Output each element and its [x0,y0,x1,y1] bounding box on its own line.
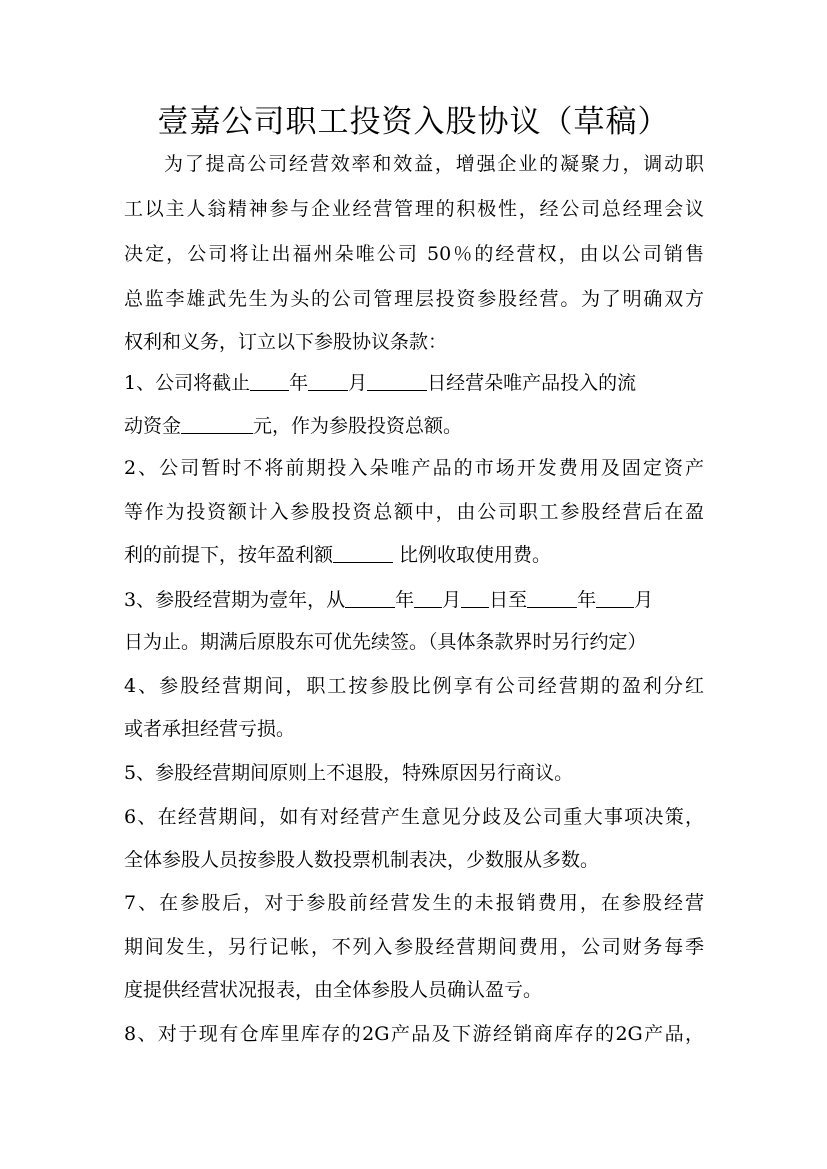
clause-3-text-a: 3、参股经营期为壹年，从 [124,589,346,611]
intro-line-1: 为了提高公司经营效率和效益，增强企业的凝聚力，调动职 [164,153,704,175]
clause-3-line-1 [124,585,704,615]
intro-line-5: 权利和义务，订立以下参股协议条款： [124,331,448,353]
document-title: 壹嘉公司职工投资入股协议（草稿） [157,104,670,140]
clause-7-line-1: 7、在参股后，对于参股前经营发生的未报销费用，在参股经营 [124,892,704,914]
clause-3-text-d: 日至 [489,589,528,611]
clause-2-line-1: 2、公司暂时不将前期投入朵唯产品的市场开发费用及固定资产 [124,457,704,479]
clause-7-line-3: 度提供经营状况报表，由全体参股人员确认盈亏。 [124,979,543,1001]
clause-3-text-e: 年 [577,589,597,611]
clause-1-text-e: 动资金 [124,415,182,437]
start-day-blank[interactable] [461,585,489,608]
clause-1-text-f: 元，作为参股投资总额。 [253,415,463,437]
fee-ratio-blank[interactable] [333,540,393,563]
intro-line-3: 决定，公司将让出福州朵唯公司 50％的经营权，由以公司销售 [124,243,704,265]
clause-8-line-1: 8、对于现有仓库里库存的2G产品及下游经销商库存的2G产品， [124,1023,704,1045]
clause-6-line-1: 6、在经营期间，如有对经营产生意见分歧及公司重大事项决策， [124,806,704,828]
amount-blank[interactable] [181,411,253,434]
end-year-blank[interactable] [527,585,577,608]
clause-1-line-1 [124,368,704,398]
clause-1-text-d: 日经营朵唯产品投入的流 [427,372,637,394]
start-year-blank[interactable] [345,585,395,608]
clause-4-line-2: 或者承担经营亏损。 [124,718,296,740]
start-month-blank[interactable] [414,585,442,608]
clause-4-line-1: 4、参股经营期间，职工按参股比例享有公司经营期的盈利分红 [124,675,704,697]
year-blank[interactable] [250,368,289,391]
clause-3-text-b: 年 [395,589,415,611]
clause-1-text-a: 1、公司将截止 [124,372,251,394]
clause-1-text-b: 年 [289,372,309,394]
clause-1-line-2 [124,411,704,441]
clause-5-line-1: 5、参股经营期间原则上不退股，特殊原因另行商议。 [124,762,574,784]
clause-2-line-3 [124,540,704,570]
day-blank[interactable] [367,368,427,391]
intro-line-2: 工以主人翁精神参与企业经营管理的积极性，经公司总经理会议 [124,198,704,220]
clause-2-line-2: 等作为投资额计入参股投资总额中，由公司职工参股经营后在盈 [124,501,704,523]
clause-1-text-c: 月 [348,372,368,394]
month-blank[interactable] [308,368,348,391]
clause-3-text-c: 月 [442,589,462,611]
clause-2-text-a: 利的前提下，按年盈利额 [124,544,334,566]
clause-3-line-2: 日为止。期满后原股东可优先续签。（具体条款界时另行约定） [124,631,647,653]
clause-2-text-b: 比例收取使用费。 [393,544,552,566]
end-month-blank[interactable] [596,585,634,608]
clause-6-line-2: 全体参股人员按参股人数投票机制表决，少数服从多数。 [124,849,600,871]
clause-7-line-2: 期间发生，另行记帐，不列入参股经营期间费用，公司财务每季 [124,936,704,958]
clause-3-text-f: 月 [634,589,654,611]
intro-line-4: 总监李雄武先生为头的公司管理层投资参股经营。为了明确双方 [124,288,704,310]
